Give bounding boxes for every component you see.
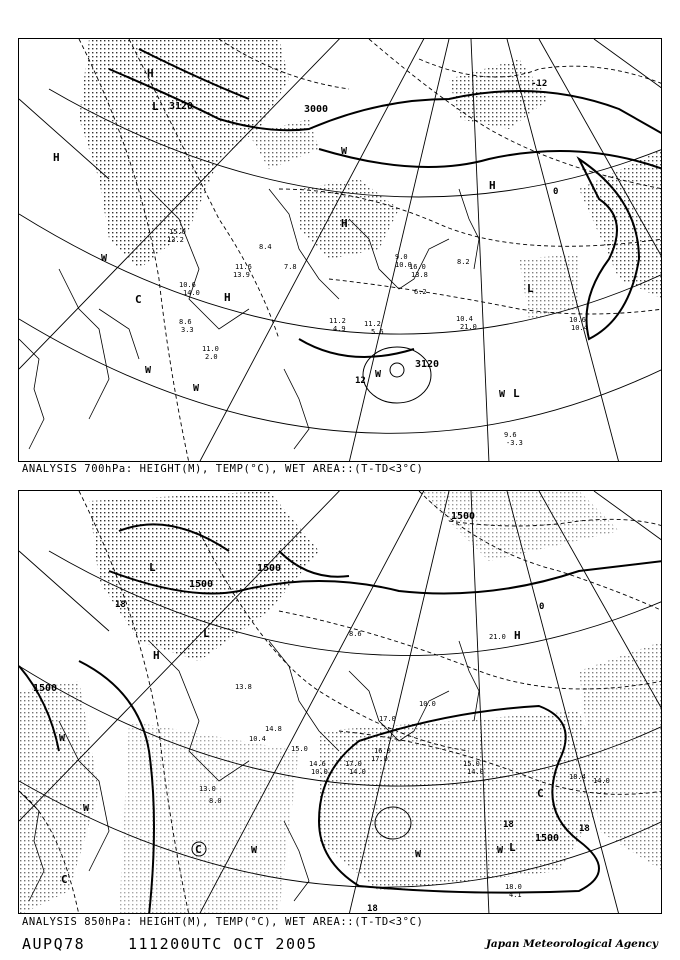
pressure-center-700-6: L xyxy=(527,282,534,295)
map-700-canvas xyxy=(19,39,662,462)
chart-id: AUPQ78 xyxy=(22,935,86,953)
pressure-center-700-7: L xyxy=(513,387,520,400)
pressure-center-850-5: C xyxy=(61,873,68,886)
svg-text:10.0: 10.0 xyxy=(395,261,412,269)
pressure-center-700-8: C xyxy=(135,293,142,306)
wind-label-850-4: W xyxy=(497,845,504,856)
pressure-center-850-0: H xyxy=(514,629,521,642)
svg-text:10.6: 10.6 xyxy=(179,281,196,289)
height-label-700-0: 3000 xyxy=(304,104,329,115)
wind-label-700-3: W xyxy=(341,146,348,157)
svg-text:10.0: 10.0 xyxy=(419,700,436,708)
svg-text:5.6: 5.6 xyxy=(371,328,384,336)
svg-text:10.6: 10.6 xyxy=(569,316,586,324)
wind-label-700-2: W xyxy=(193,383,200,394)
pressure-center-850-6: C xyxy=(537,787,544,800)
caption-850hpa: ANALYSIS 850hPa: HEIGHT(M), TEMP(°C), WET AREA::(T-TD<3°C) xyxy=(22,916,424,928)
pressure-center-850-4: L xyxy=(203,627,210,640)
height-label-850-3: 1500 xyxy=(535,833,560,844)
svg-text:3.3: 3.3 xyxy=(181,326,194,334)
svg-text:10.4: 10.4 xyxy=(571,324,588,332)
pressure-center-700-0: H xyxy=(53,151,60,164)
valid-time: 111200UTC OCT 2005 xyxy=(128,935,318,953)
pressure-center-700-1: H xyxy=(147,67,154,80)
pressure-center-700-2: H xyxy=(224,291,231,304)
temp-label-850-4: 18 xyxy=(367,904,378,914)
analysis-700hpa-map xyxy=(18,38,662,462)
wind-label-850-2: W xyxy=(251,845,258,856)
svg-text:8.4: 8.4 xyxy=(259,243,272,251)
height-label-850-1: 1500 xyxy=(257,563,282,574)
svg-text:10.4: 10.4 xyxy=(456,315,473,323)
pressure-center-700-4: H xyxy=(489,179,496,192)
pressure-center-850-2: L xyxy=(149,561,156,574)
pressure-center-700-3: H xyxy=(341,217,348,230)
temp-label-850-3: 18 xyxy=(579,824,590,834)
svg-text:17.0: 17.0 xyxy=(379,715,396,723)
svg-text:15.0: 15.0 xyxy=(291,745,308,753)
temp-label-700-1: -12 xyxy=(531,79,548,89)
height-label-700-2: 3120 xyxy=(169,101,194,112)
svg-text:13.0: 13.0 xyxy=(199,785,216,793)
svg-text:14.6: 14.6 xyxy=(309,760,326,768)
svg-text:8.6: 8.6 xyxy=(179,318,192,326)
svg-text:4.1: 4.1 xyxy=(509,891,522,899)
coastlines-700 xyxy=(19,189,479,449)
svg-text:21.0: 21.0 xyxy=(460,323,477,331)
svg-text:13.9: 13.9 xyxy=(233,271,250,279)
pressure-center-850-1: H xyxy=(153,649,160,662)
svg-text:17.0: 17.0 xyxy=(371,755,388,763)
svg-text:14.0: 14.0 xyxy=(183,289,200,297)
pressure-center-700-5: L xyxy=(152,100,159,113)
svg-text:11.6: 11.6 xyxy=(235,263,252,271)
svg-text:4.9: 4.9 xyxy=(333,325,346,333)
height-label-700-1: 3120 xyxy=(415,359,440,370)
wind-label-700-0: W xyxy=(101,253,108,264)
svg-text:7.8: 7.8 xyxy=(284,263,297,271)
wind-label-850-1: W xyxy=(83,803,90,814)
svg-text:18.4: 18.4 xyxy=(569,773,586,781)
svg-text:10.0: 10.0 xyxy=(311,768,328,776)
temp-label-850-0: 0 xyxy=(539,602,545,612)
svg-text:14.0: 14.0 xyxy=(467,768,484,776)
svg-text:16.0: 16.0 xyxy=(409,263,426,271)
svg-text:18.0: 18.0 xyxy=(505,883,522,891)
svg-text:14.0: 14.0 xyxy=(593,777,610,785)
svg-text:8.0: 8.0 xyxy=(209,797,222,805)
wind-label-850-0: W xyxy=(59,733,66,744)
wet-areas-850 xyxy=(19,491,662,914)
svg-text:8.2: 8.2 xyxy=(457,258,470,266)
svg-text:-3.3: -3.3 xyxy=(506,439,523,447)
caption-700hpa: ANALYSIS 700hPa: HEIGHT(M), TEMP(°C), WET AREA::(T-TD<3°C) xyxy=(22,463,424,475)
height-label-850-0: 1500 xyxy=(189,579,214,590)
wet-areas-700 xyxy=(79,39,662,319)
svg-text:11.0: 11.0 xyxy=(202,345,219,353)
height-label-850-4: 1500 xyxy=(451,511,476,522)
temp-label-850-2: 18 xyxy=(503,820,514,830)
svg-text:17.0: 17.0 xyxy=(345,760,362,768)
typhoon-symbol-700 xyxy=(363,347,431,403)
svg-text:14.8: 14.8 xyxy=(265,725,282,733)
svg-text:15.0: 15.0 xyxy=(169,228,186,236)
wind-label-700-5: W xyxy=(375,369,382,380)
pressure-center-850-7: C xyxy=(195,843,202,856)
agency-name: Japan Meteorological Agency xyxy=(485,938,658,950)
svg-text:14.0: 14.0 xyxy=(349,768,366,776)
svg-text:6.2: 6.2 xyxy=(414,288,427,296)
analysis-850hpa-map xyxy=(18,490,662,914)
svg-text:10.4: 10.4 xyxy=(249,735,266,743)
svg-text:15.0: 15.0 xyxy=(463,760,480,768)
temp-label-700-2: 12 xyxy=(355,376,366,386)
map-850-canvas xyxy=(19,491,662,914)
wind-label-700-1: W xyxy=(145,365,152,376)
temp-label-700-0: 0 xyxy=(553,187,559,197)
svg-text:11.2: 11.2 xyxy=(329,317,346,325)
svg-text:9.6: 9.6 xyxy=(504,431,517,439)
svg-text:13.2: 13.2 xyxy=(167,236,184,244)
svg-text:21.0: 21.0 xyxy=(489,633,506,641)
svg-text:9.0: 9.0 xyxy=(395,253,408,261)
wind-label-850-3: W xyxy=(415,849,422,860)
svg-text:8.6: 8.6 xyxy=(349,630,362,638)
svg-text:16.0: 16.0 xyxy=(374,747,391,755)
pressure-center-850-3: L xyxy=(509,841,516,854)
svg-text:13.8: 13.8 xyxy=(235,683,252,691)
svg-text:13.8: 13.8 xyxy=(411,271,428,279)
svg-text:2.0: 2.0 xyxy=(205,353,218,361)
temp-label-850-1: 18 xyxy=(115,600,126,610)
wind-label-700-4: W xyxy=(499,389,506,400)
svg-text:11.2: 11.2 xyxy=(364,320,381,328)
height-label-850-2: 1500 xyxy=(33,683,58,694)
